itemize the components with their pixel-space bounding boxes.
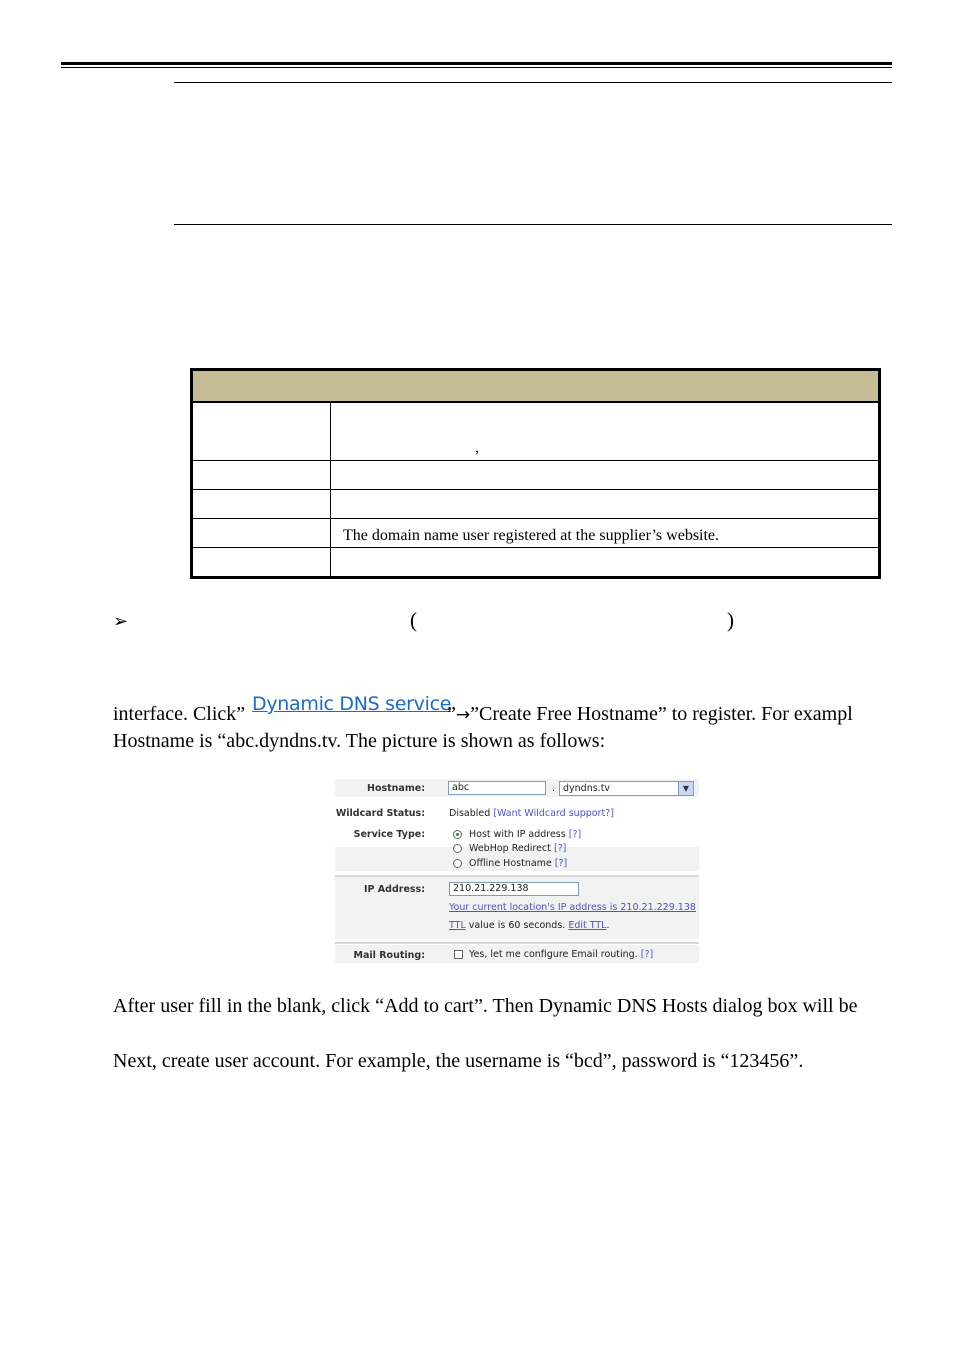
parameter-table — [190, 368, 881, 579]
table-cell-value — [331, 490, 878, 518]
help-link[interactable]: [?] — [640, 949, 654, 960]
table-cell-label — [193, 548, 331, 576]
service-option: WebHop Redirect [?] — [469, 843, 567, 854]
wildcard-support-link[interactable]: [Want Wildcard support?] — [493, 808, 614, 819]
form-separator — [335, 942, 699, 944]
table-cell-value — [331, 461, 878, 489]
radio-webhop-redirect[interactable] — [453, 844, 462, 853]
wildcard-status — [449, 808, 614, 819]
radio-offline-hostname[interactable] — [453, 859, 462, 868]
hostname-form-screenshot — [335, 779, 699, 963]
section-rule-bottom — [174, 224, 892, 225]
table-cell-value: The domain name user registered at the supplier’s website. — [343, 527, 720, 544]
mail-routing-label: Mail Routing: — [353, 950, 425, 961]
service-type-label: Service Type: — [353, 829, 425, 840]
paragraph-line: Next, create user account. For example, the username is “bcd”, password is “123456”. — [113, 1050, 804, 1072]
stray-comma: , — [475, 439, 479, 456]
paragraph-line: Hostname is “abc.dyndns.tv. The picture is shown as follows: — [113, 730, 606, 752]
paragraph-line-continued: ”→”Create Free Hostname” to register. For exampl — [447, 703, 853, 725]
edit-ttl-link[interactable]: Edit TTL — [568, 920, 607, 931]
open-paren: ( — [410, 608, 417, 632]
current-ip-link[interactable]: Your current location's IP address is 210.21.229.138 — [449, 902, 696, 913]
table-header — [193, 371, 878, 403]
mail-routing-checkbox[interactable] — [454, 950, 463, 959]
mail-routing-text: Yes, let me configure Email routing. [?] — [469, 949, 654, 960]
table-cell-label — [193, 461, 331, 489]
radio-host-with-ip[interactable] — [453, 830, 462, 839]
hostname-input[interactable]: abc — [448, 781, 546, 795]
bullet-arrow-icon: ➢ — [113, 611, 129, 631]
table-row — [193, 461, 878, 490]
table-row — [193, 403, 878, 461]
hostname-label: Hostname: — [367, 783, 425, 794]
section-rule-top — [174, 82, 892, 83]
table-row — [193, 490, 878, 519]
wildcard-status-label: Wildcard Status: — [335, 808, 425, 819]
ip-address-input[interactable]: 210.21.229.138 — [449, 882, 579, 896]
help-link[interactable]: [?] — [553, 843, 567, 854]
table-cell-label — [193, 519, 331, 547]
table-row — [193, 519, 878, 548]
help-link[interactable]: [?] — [554, 858, 568, 869]
table-row — [193, 548, 878, 576]
table-cell-label — [193, 490, 331, 518]
ip-address-label: IP Address: — [364, 884, 425, 895]
dynamic-dns-service-link[interactable]: Dynamic DNS service — [252, 693, 452, 715]
ttl-link[interactable]: TTL — [449, 920, 466, 931]
chevron-down-icon: ▼ — [678, 782, 693, 795]
table-cell-label — [193, 403, 331, 460]
hostname-dot: . — [552, 783, 556, 794]
ttl-line: TTL value is 60 seconds. Edit TTL. — [449, 920, 610, 931]
header-rule-thin — [61, 67, 892, 68]
paragraph-line: interface. Click” — [113, 703, 246, 725]
right-arrow-icon: → — [455, 705, 471, 725]
close-paren: ) — [727, 608, 734, 632]
table-cell-value — [331, 403, 878, 460]
wildcard-status-value: Disabled — [449, 808, 491, 819]
header-rule-thick — [61, 62, 892, 65]
service-option: Offline Hostname [?] — [469, 858, 568, 869]
paragraph-line: After user fill in the blank, click “Add to cart”. Then Dynamic DNS Hosts dialog box will be — [113, 995, 858, 1017]
service-option: Host with IP address [?] — [469, 829, 582, 840]
table-cell-value — [331, 548, 878, 576]
help-link[interactable]: [?] — [568, 829, 582, 840]
domain-select[interactable]: dyndns.tv ▼ — [559, 781, 694, 796]
